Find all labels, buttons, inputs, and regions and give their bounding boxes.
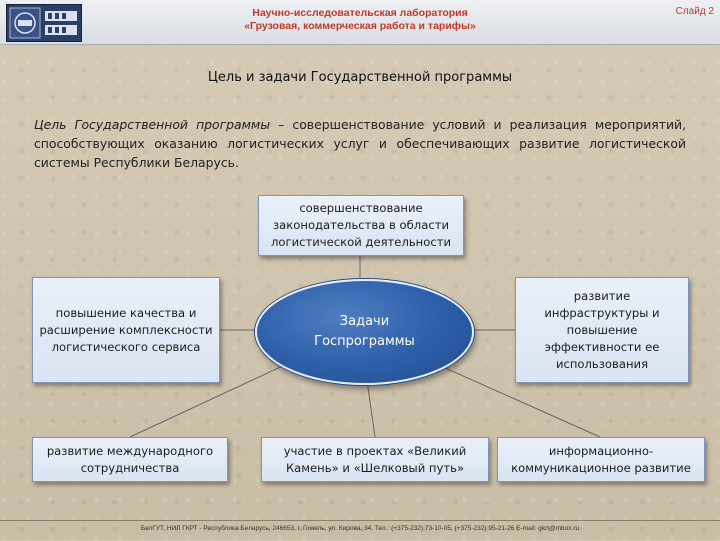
task-box-infrastructure	[515, 277, 689, 383]
goal-label: Цель Государственной программы	[34, 117, 271, 132]
task-service-quality-text: повышение качества и расширение комплексности логистического сервиса	[39, 305, 213, 354]
tasks-center-ellipse	[255, 279, 474, 385]
goal-text: – совершенствование условий и реализация мероприятий, способствующих оказанию логистических услуг и обеспечивающих развитие логистической системы Республики Беларусь.	[34, 117, 686, 170]
task-box-service-quality	[32, 277, 220, 383]
task-box-legislation	[258, 195, 464, 256]
task-legislation-text: совершенствование законодательства в области логистической деятельности	[270, 201, 452, 249]
task-box-ict	[497, 437, 705, 482]
lab-title-line2: «Грузовая, коммерческая работа и тарифы»	[244, 20, 476, 32]
lab-title-line1: Научно-исследовательская лаборатория	[252, 7, 468, 19]
task-box-international	[32, 437, 228, 482]
task-ict-text: информационно-коммуникационное развитие	[511, 443, 691, 475]
tasks-center-label: Задачи Госпрограммы	[314, 314, 415, 349]
page-title: Цель и задачи Государственной программы	[207, 70, 513, 85]
slide-number: Слайд 2	[675, 6, 714, 17]
task-projects-text: участие в проектах «Великий Камень» и «Шелковый путь»	[283, 443, 467, 475]
task-international-text: развитие международного сотрудничества	[46, 443, 214, 475]
task-infrastructure-text: развитие инфраструктуры и повышение эффективности ее использования	[544, 288, 660, 371]
task-box-projects	[261, 437, 489, 482]
footer-contacts: БелГУТ, НИЛ ГКРТ - Республика Беларусь, 246653, г. Гомель, ул. Кирова, 34. Тел.: (+375-232) 73-10-05, (+375-232) 95-21-26 E-mail: gkrt@mbox.ru	[0, 520, 720, 541]
